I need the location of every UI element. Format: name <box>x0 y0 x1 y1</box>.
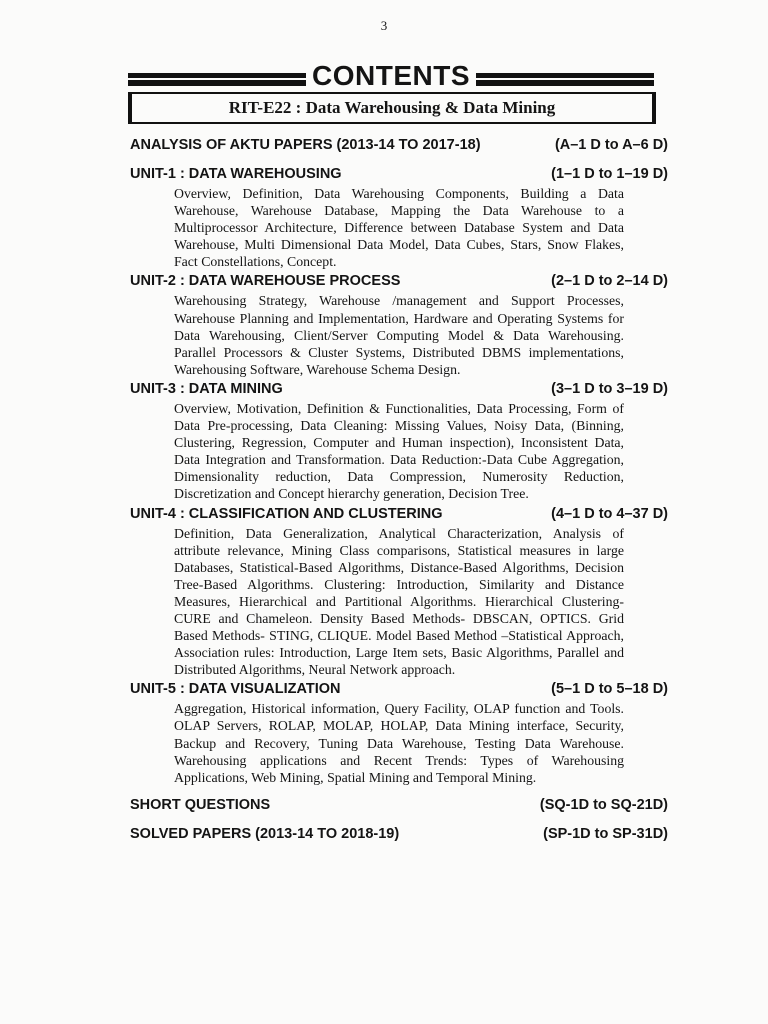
entry-range: (2–1 D to 2–14 D) <box>551 273 668 290</box>
entry-title: SOLVED PAPERS (2013-14 TO 2018-19) <box>130 825 400 842</box>
entry-description: Overview, Definition, Data Warehousing Components, Building a Data Warehouse, Warehouse Database, Mapping the Data Warehouse to a Multiprocessor Architecture, Difference between Database System and Data Warehouse, Multi Dimensional Data Model, Data Cubes, Stars, Snow Flakes, Fact Constellations, Concept. <box>174 186 624 270</box>
contents-title: CONTENTS <box>312 60 470 91</box>
banner-rule-left <box>128 73 306 86</box>
subject-box <box>128 92 656 124</box>
entry-analysis <box>130 136 670 155</box>
contents-list <box>130 136 670 844</box>
entry-range: (A–1 D to A–6 D) <box>554 137 668 153</box>
entry-title: UNIT-1 : DATA WAREHOUSING <box>130 166 342 182</box>
entry-range: (SP-1D to SP-31D) <box>543 825 668 842</box>
subject-name: Data Warehousing & Data Mining <box>305 98 556 117</box>
entry-range: (SQ-1D to SQ-21D) <box>539 796 668 813</box>
entry-unit-5 <box>130 680 670 785</box>
banner-rule-right <box>476 73 654 86</box>
entry-description: Warehousing Strategy, Warehouse /management and Support Processes, Warehouse Planning and Implementation, Hardware and Operating Systems for Data Warehousing, Client/Server Computing Model & Data Warehousing. Parallel Processors & Cluster Systems, Distributed DBMS implementations, Warehousing Software, Warehouse Schema Design. <box>174 293 624 377</box>
entry-description: Aggregation, Historical information, Query Facility, OLAP function and Tools. OLAP Servers, ROLAP, MOLAP, HOLAP, Data Mining interface, Security, Backup and Recovery, Tuning Data Warehouse, Testing Data Warehouse. Warehousing applications and Recent Trends: Types of Warehousing Applications, Web Mining, Spatial Mining and Temporal Mining. <box>174 701 624 785</box>
entry-range: (1–1 D to 1–19 D) <box>551 166 668 182</box>
subject-separator: : <box>291 98 306 117</box>
page-number: 3 <box>380 18 388 33</box>
entry-description: Overview, Motivation, Definition & Functionalities, Data Processing, Form of Data Pre-processing, Data Cleaning: Missing Values, Noisy Data, (Binning, Clustering, Regression, Computer and Human inspection), Inconsistent Data, Data Integration and Transformation. Data Reduction:-Data Cube Aggregation, Dimensionality reduction, Data Compression, Numerosity Reduction, Discretization and Concept hierarchy generation, Decision Tree. <box>174 400 624 502</box>
entry-title: ANALYSIS OF AKTU PAPERS (2013-14 TO 2017-18) <box>130 137 481 153</box>
entry-title: UNIT-3 : DATA MINING <box>130 380 283 397</box>
entry-range: (4–1 D to 4–37 D) <box>551 505 668 522</box>
entry-title: UNIT-5 : DATA VISUALIZATION <box>130 681 341 698</box>
entry-solved-papers <box>130 825 670 844</box>
entry-title: UNIT-2 : DATA WAREHOUSE PROCESS <box>130 273 401 290</box>
entry-unit-4 <box>130 505 670 679</box>
entry-title: UNIT-4 : CLASSIFICATION AND CLUSTERING <box>130 505 443 522</box>
entry-unit-1 <box>130 165 670 270</box>
entry-unit-3 <box>130 380 670 503</box>
entry-title: SHORT QUESTIONS <box>130 796 271 813</box>
entry-description: Definition, Data Generalization, Analytical Characterization, Analysis of attribute relevance, Mining Class comparisons, Statistical measures in large Databases, Statistical-Based Algorithms, Distance-Based Algorithms, Decision Tree-Based Algorithms. Clustering: Introduction, Similarity and Distance Measures, Hierarchical and Partitional Algorithms. Hierarchical Clustering- CURE and Chameleon. Density Based Methods- DBSCAN, OPTICS. Grid Based Methods- STING, CLIQUE. Model Based Method –Statistical Approach, Association rules: Introduction, Large Item sets, Basic Algorithms, Parallel and Distributed Algorithms, Neural Network approach. <box>174 525 624 678</box>
contents-banner <box>128 60 654 94</box>
entry-unit-2 <box>130 272 670 377</box>
entry-range: (3–1 D to 3–19 D) <box>551 380 668 397</box>
entry-short-questions <box>130 796 670 815</box>
entry-range: (5–1 D to 5–18 D) <box>551 681 668 698</box>
subject-code: RIT-E22 <box>228 98 292 117</box>
